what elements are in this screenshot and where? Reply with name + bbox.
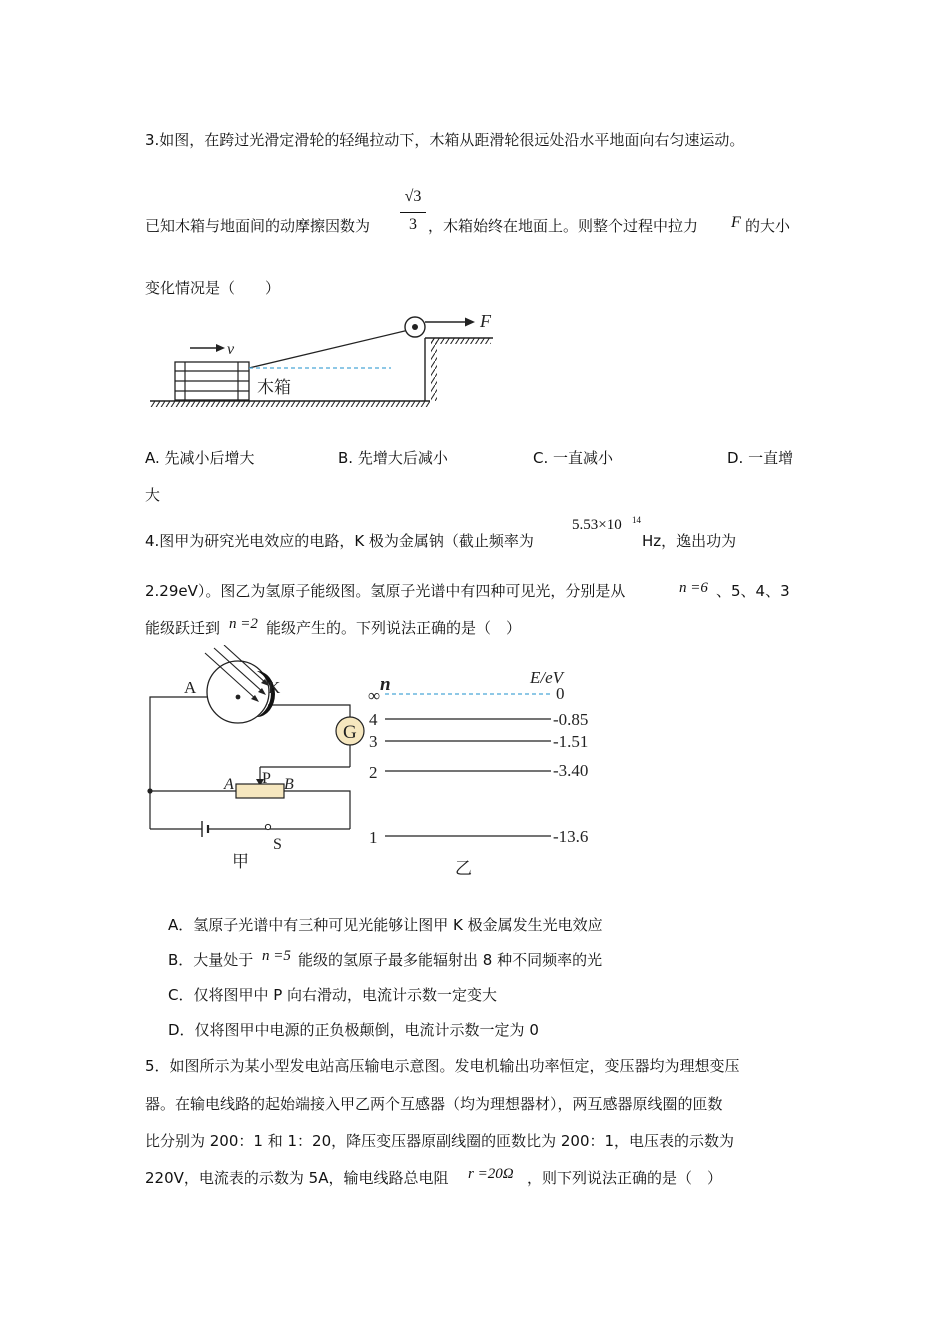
level-3-e: -1.51 (553, 732, 589, 751)
q4-frequency-mantissa: 5.53×10 (572, 517, 622, 533)
q4-option-b-pre: B．大量处于 (168, 951, 254, 969)
q3-option-d-wrap: 大 (145, 486, 161, 504)
q3-force-symbol: F (731, 214, 741, 231)
velocity-label: v (227, 341, 235, 358)
q4-stem-line3-pre: 能级跃迁到 (145, 619, 221, 637)
ground-hatch (150, 401, 430, 407)
q3-fraction-numerator: √3 (404, 188, 422, 205)
q3-option-c: C. 一直减小 (533, 449, 614, 467)
rheostat-end-b-label: B (284, 776, 294, 793)
q4-option-b-n: n =5 (262, 948, 291, 964)
level-2-n: 2 (369, 763, 378, 782)
q5-stem-line2: 器。在输电线路的起始端接入甲乙两个互感器（均为理想器材），两互感器原线圈的匝数 (145, 1095, 723, 1113)
q3-stem-line2-pre: 已知木箱与地面间的动摩擦因数为 (145, 217, 371, 235)
rheostat (236, 784, 284, 798)
q3-option-d: D. 一直增 (727, 449, 794, 467)
q5-stem-line4-pre: 220V，电流表的示数为 5A，输电线路总电阻 (145, 1169, 449, 1187)
q3-stem-line2-post: 的大小 (745, 217, 791, 235)
q3-stem-line3: 变化情况是（ ） (145, 279, 281, 297)
q4-frequency-exponent: 14 (632, 515, 641, 525)
energy-axis-header: E/eV (530, 668, 564, 687)
q4-option-d: D．仅将图甲中电源的正负极颠倒，电流计示数一定为 0 (168, 1021, 539, 1039)
q3-fraction-denominator: 3 (409, 216, 417, 233)
crate (175, 362, 249, 400)
q3-stem-line2-mid: ，木箱始终在地面上。则整个过程中拉力 (428, 217, 699, 235)
q4-stem-line3-post: 能级产生的。下列说法正确的是（ ） (266, 619, 522, 637)
q4-n-equals-6: n =6 (679, 580, 708, 596)
energy-diagram-caption: 乙 (455, 859, 472, 879)
crate-label: 木箱 (257, 378, 291, 398)
level-2-e: -3.40 (553, 761, 589, 780)
q4-energy-level-diagram (365, 668, 610, 883)
q5-stem-line4-post: ，则下列说法正确的是（ ） (527, 1169, 723, 1187)
q4-n-equals-2: n =2 (229, 616, 258, 632)
q3-fraction-bar (400, 212, 426, 213)
level-zero-e: 0 (556, 684, 565, 703)
anode-label: A (184, 678, 197, 697)
q4-stem-line1-pre: 4.图甲为研究光电效应的电路，K 极为金属钠（截止频率为 (145, 532, 534, 550)
q4-option-a: A．氢原子光谱中有三种可见光能够让图甲 K 极金属发生光电效应 (168, 916, 603, 934)
q3-option-b: B. 先增大后减小 (338, 449, 448, 467)
galvanometer-label: G (343, 722, 357, 743)
level-3-n: 3 (369, 732, 378, 751)
level-1-n: 1 (369, 828, 378, 847)
level-infinity-n: ∞ (368, 686, 381, 705)
force-label: F (480, 311, 491, 331)
slider-p-label: P (262, 770, 271, 787)
rheostat-end-a-label: A (224, 776, 234, 793)
q3-option-a: A. 先减小后增大 (145, 449, 255, 467)
q4-stem-line1-post: Hz，逸出功为 (642, 532, 737, 550)
q4-option-c: C．仅将图甲中 P 向右滑动，电流计示数一定变大 (168, 986, 498, 1004)
q3-stem-line1: 3.如图，在跨过光滑定滑轮的轻绳拉动下，木箱从距滑轮很远处沿水平地面向右匀速运动。 (145, 131, 745, 149)
q4-stem-line2-post: 、5、4、3 (716, 582, 790, 600)
level-4-e: -0.85 (553, 710, 589, 729)
cathode-label: K (268, 678, 281, 697)
switch-label: S (273, 836, 282, 853)
circuit-caption: 甲 (232, 852, 249, 872)
q5-stem-line3: 比分别为 200：1 和 1：20，降压变压器原副线圈的匝数比为 200：1，电压表的示数为 (145, 1132, 735, 1150)
q4-option-b-post: 能级的氢原子最多能辐射出 8 种不同频率的光 (298, 951, 603, 969)
level-4-n: 4 (369, 710, 378, 729)
q3-pulley-figure (145, 305, 505, 415)
q4-circuit-figure (140, 645, 365, 880)
level-1-e: -13.6 (553, 827, 589, 846)
rope (249, 329, 413, 368)
n-axis-header: n (380, 674, 391, 695)
q5-stem-line1: 5．如图所示为某小型发电站高压输电示意图。发电机输出功率恒定，变压器均为理想变压 (145, 1057, 740, 1075)
q5-resistance: r =20Ω (468, 1166, 514, 1182)
q4-stem-line2-pre: 2.29eV）。图乙为氢原子能级图。氢原子光谱中有四种可见光，分别是从 (145, 582, 626, 600)
